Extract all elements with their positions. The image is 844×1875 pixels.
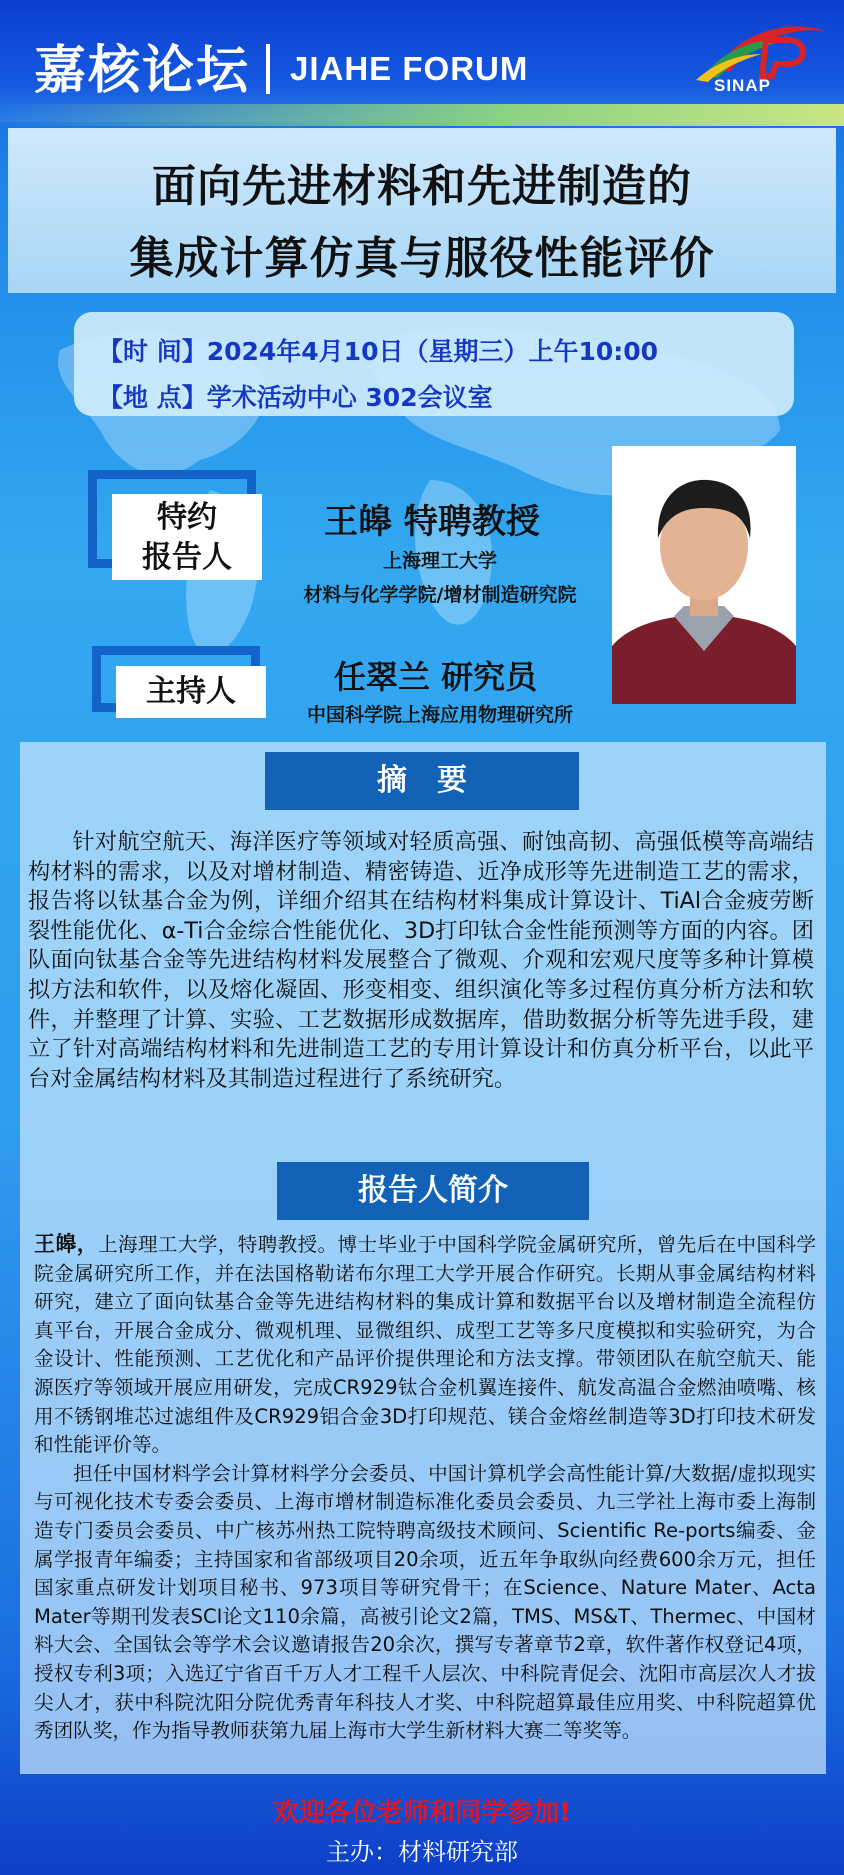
talk-title-line2: 集成计算仿真与服役性能评价 — [129, 233, 715, 284]
talk-title-line1: 面向先进材料和先进制造的 — [152, 161, 692, 212]
organizer: 主办：材料研究部 — [326, 1838, 518, 1866]
header-divider — [266, 44, 270, 94]
forum-title-en: JIAHE FORUM — [290, 50, 529, 87]
host-name: 任翠兰 研究员 — [334, 658, 538, 696]
bio-paragraph-1 — [34, 1230, 816, 1460]
sinap-logo-text: SINAP — [714, 76, 771, 95]
speaker-affiliation1: 上海理工大学 — [382, 550, 497, 572]
bio-speaker-name: 王皞， — [34, 1232, 99, 1256]
decorative-stripe — [0, 104, 844, 126]
event-place: 【地 点】学术活动中心 302会议室 — [98, 383, 493, 412]
speaker-tag — [112, 494, 262, 580]
bio-heading: 报告人简介 — [277, 1162, 589, 1220]
abstract-heading: 摘 要 — [265, 752, 579, 810]
bio-text — [34, 1230, 816, 1746]
bio-paragraph-1-text: 上海理工大学，特聘教授。博士毕业于中国科学院金属研究所，曾先后在中国科学院金属研究所工作，并在法国格勒诺布尔理工大学开展合作研究。长期从事金属结构材料研究，建立了面向钛基合金等先进结构材料的集成计算和数据平台以及增材制造全流程仿真平台，开展合金成分、微观机理、显微组织、成型工艺等多尺度模拟和实验研究，为合金设计、性能预测、工艺优化和产品评价提供理论和方法支撑。带领团队在航空航天、能源医疗等领域开展应用研发，完成CR929钛合金机翼连接件、航发高温合金燃油喷嘴、核用不锈钢堆芯过滤组件及CR929铝合金3D打印规范、镁合金熔丝制造等3D打印技术研发和性能评价等。 — [34, 1233, 817, 1457]
forum-title-cn: 嘉核论坛 — [34, 41, 251, 101]
speaker-affiliation2: 材料与化学学院/增材制造研究院 — [303, 584, 577, 606]
speaker-portrait-icon — [612, 446, 796, 704]
host-affiliation: 中国科学院上海应用物理研究所 — [306, 704, 573, 726]
speaker-photo — [612, 446, 796, 704]
speaker-name: 王皞 特聘教授 — [324, 502, 540, 542]
speaker-tag-line1: 特约 — [157, 500, 217, 535]
bio-paragraph-2: 担任中国材料学会计算材料学分会委员、中国计算机学会高性能计算/大数据/虚拟现实与可视化技术专委会委员、上海市增材制造标准化委员会委员、九三学社上海市委上海制造专门委员会委员、中广核苏州热工院特聘高级技术顾问、Scientific Re-ports编委、金属学报青年编委；主持国家和省部级项目20余项，近五年争取纵向经费600余万元，担任国家重点研发计划项目秘书、973项目等研究骨干；在Science、Nature Mater、Acta Mater等期刊发表SCI论文110余篇，高被引论文2篇，TMS、MS&T、Thermec、中国材料大会、全国钛会等学术会议邀请报告20余次，撰写专著章节2章，软件著作权登记4项，授权专利3项；入选辽宁省百千万人才工程千人层次、中科院青促会、沈阳市高层次人才拔尖人才，获中科院沈阳分院优秀青年科技人才奖、中科院超算最佳应用奖、中科院超算优秀团队奖，作为指导教师获第九届上海市大学生新材料大赛二等奖等。 — [34, 1461, 816, 1743]
abstract-text: 针对航空航天、海洋医疗等领域对轻质高强、耐蚀高韧、高强低模等高端结构材料的需求，以及对增材制造、精密铸造、近净成形等先进制造工艺的需求，报告将以钛基合金为例，详细介绍其在结构材料集成计算设计、TiAl合金疲劳断裂性能优化、α-Ti合金综合性能优化、3D打印钛合金性能预测等方面的内容。团队面向钛基合金等先进结构材料发展整合了微观、介观和宏观尺度等多种计算模拟方法和软件，以及熔化凝固、形变相变、组织演化等多过程仿真分析方法和软件，并整理了计算、实验、工艺数据形成数据库，借助数据分析等先进手段，建立了针对高端结构材料和先进制造工艺的专用计算设计和仿真分析平台，以此平台对金属结构材料及其制造过程进行了系统研究。 — [28, 829, 814, 1092]
host-tag: 主持人 — [116, 666, 266, 718]
event-time: 【时 间】2024年4月10日（星期三）上午10:00 — [98, 337, 659, 366]
speaker-tag-line2: 报告人 — [142, 540, 232, 575]
welcome-message: 欢迎各位老师和同学参加! — [273, 1798, 571, 1828]
